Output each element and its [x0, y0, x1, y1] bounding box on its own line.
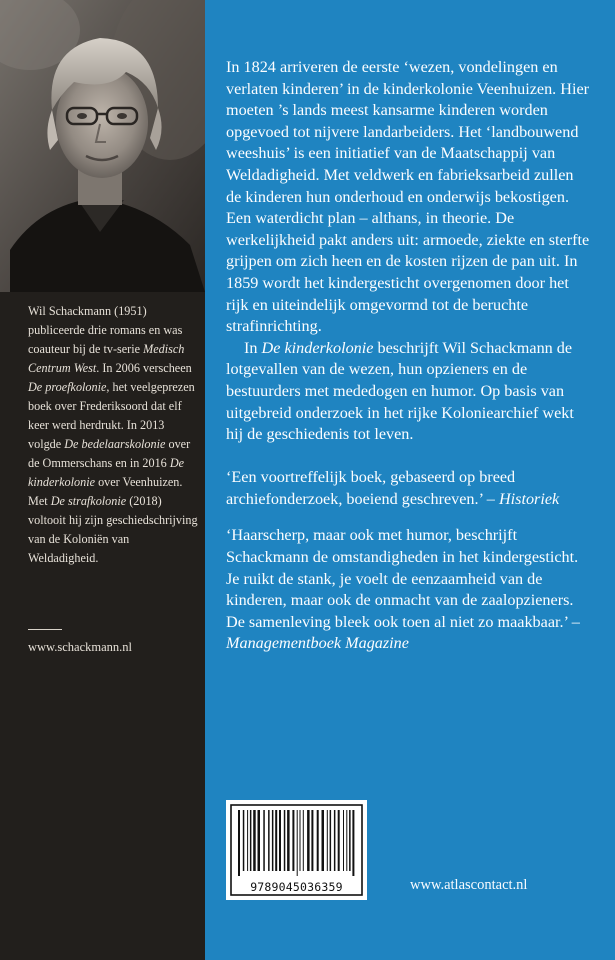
bio-text: . In 2006 verscheen: [96, 361, 192, 375]
barcode-bar: [247, 810, 248, 871]
bio-title-de-proefkolonie: De proefkolonie: [28, 380, 107, 394]
barcode-bar: [307, 810, 310, 871]
blurb-paragraph-2: In De kinderkolonie beschrijft Wil Schackmann de lotgevallen van de wezen, hun opzieners en de bestuurders met mededogen en humor. Op basis van uitgebreid onderzoek in het rijke Koloniearchief wekt hij de geschiedenis tot leven.: [226, 338, 574, 444]
barcode-bar: [263, 810, 265, 871]
blurb-paragraph-1: In 1824 arriveren de eerste ‘wezen, vondelingen en verlaten kinderen’ in de kinderkolonie Veenhuizen. Hier moeten ’s lands meest kansarme kinderen worden opgevoed tot nijvere landarbeiders. Het ‘landbouwend weeshuis’ is een initiatief van de Maatschappij van Weldadigheid. Met veldwerk en fabrieksarbeid zullen de kinderen hun onderhoud en onderwijs bekostigen. Een waterdicht plan – althans, in theorie. De werkelijkheid pakt anders uit: armoede, ziekte en sterfte grijpen om zich heen en de kosten rijzen de pan uit. In 1859 wordt het kindergesticht overgenomen door het rijk en uiteindelijk omgevormd tot de beruchte strafinrichting.: [226, 58, 590, 336]
barcode-bar: [287, 810, 290, 871]
barcode-bar: [327, 810, 328, 871]
bio-text: (2018) voltooit hij zijn geschiedschrijving van de Koloniën van Weldadigheid.: [28, 494, 198, 565]
blurb: [226, 57, 591, 655]
bio-text: over Veenhuizen. Met: [28, 475, 183, 508]
barcode-bar: [268, 810, 270, 871]
bio-text: over de Ommerschans en in 2016: [28, 437, 191, 470]
barcode-bar: [349, 810, 351, 871]
isbn-barcode: [226, 800, 367, 900]
barcode-bar: [352, 810, 354, 876]
barcode-bar: [258, 810, 261, 871]
barcode-bar: [317, 810, 319, 871]
review-source: Managementboek Magazine: [226, 634, 409, 653]
barcode-bar: [311, 810, 313, 871]
review-quote-2: ‘Haarscherp, maar ook met humor, beschrijft Schackmann de omstandigheden in het kindergesticht. Je ruikt de stank, je voelt de eenzaamheid van de kinderen, maar ook de onmacht van de zaalopzieners. De samenleving bleek ook toen al niet zo maakbaar.’ – Managementboek Magazine: [226, 526, 580, 653]
barcode-bar: [300, 810, 301, 871]
barcode-bar: [343, 810, 344, 871]
blurb-panel: [205, 0, 615, 960]
review-quote-1: ‘Een voortreffelijk boek, gebaseerd op breed archiefonderzoek, boeiend geschreven.’ – Historiek: [226, 468, 560, 508]
author-bio: [28, 302, 200, 568]
barcode-bar: [338, 810, 340, 871]
barcode-bar: [243, 810, 245, 871]
author-panel: [0, 0, 205, 960]
bio-title-de-bedelaarskolonie: De bedelaarskolonie: [64, 437, 166, 451]
author-photo: [0, 0, 205, 292]
bio-text: , het veelgeprezen boek over Frederiksoord dat elf keer werd herdrukt. In 2013 volgde: [28, 380, 195, 451]
barcode-bar: [297, 810, 298, 876]
bio-title-de-kinderkolonie: De kinderkolonie: [28, 456, 185, 489]
barcode-bar: [284, 810, 286, 871]
barcode-bar: [275, 810, 277, 871]
barcode-bar: [253, 810, 256, 871]
divider: [28, 629, 62, 630]
review-source: Historiek: [498, 489, 560, 508]
publisher-website-link[interactable]: www.atlascontact.nl: [410, 877, 528, 893]
bio-text: Wil Schackmann (1951) publiceerde drie romans en was coauteur bij de tv-serie: [28, 304, 183, 356]
barcode-bar: [279, 810, 281, 871]
bio-title-medisch-centrum-west: Medisch Centrum West: [28, 342, 185, 375]
author-website-link[interactable]: www.schackmann.nl: [28, 640, 133, 654]
author-photo-graphic: [0, 0, 205, 292]
barcode-bar: [334, 810, 336, 871]
barcode-bar: [292, 810, 294, 871]
barcode-bar: [330, 810, 332, 871]
barcode-bar: [322, 810, 325, 871]
bio-title-de-strafkolonie: De strafkolonie: [50, 494, 127, 508]
isbn-digits: 9789045036359: [250, 880, 343, 894]
barcode-bar: [346, 810, 347, 871]
barcode-bar: [272, 810, 274, 871]
barcode-bar: [250, 810, 252, 871]
barcode-bar: [238, 810, 240, 876]
book-title: De kinderkolonie: [261, 338, 374, 357]
barcode-bar: [303, 810, 304, 871]
